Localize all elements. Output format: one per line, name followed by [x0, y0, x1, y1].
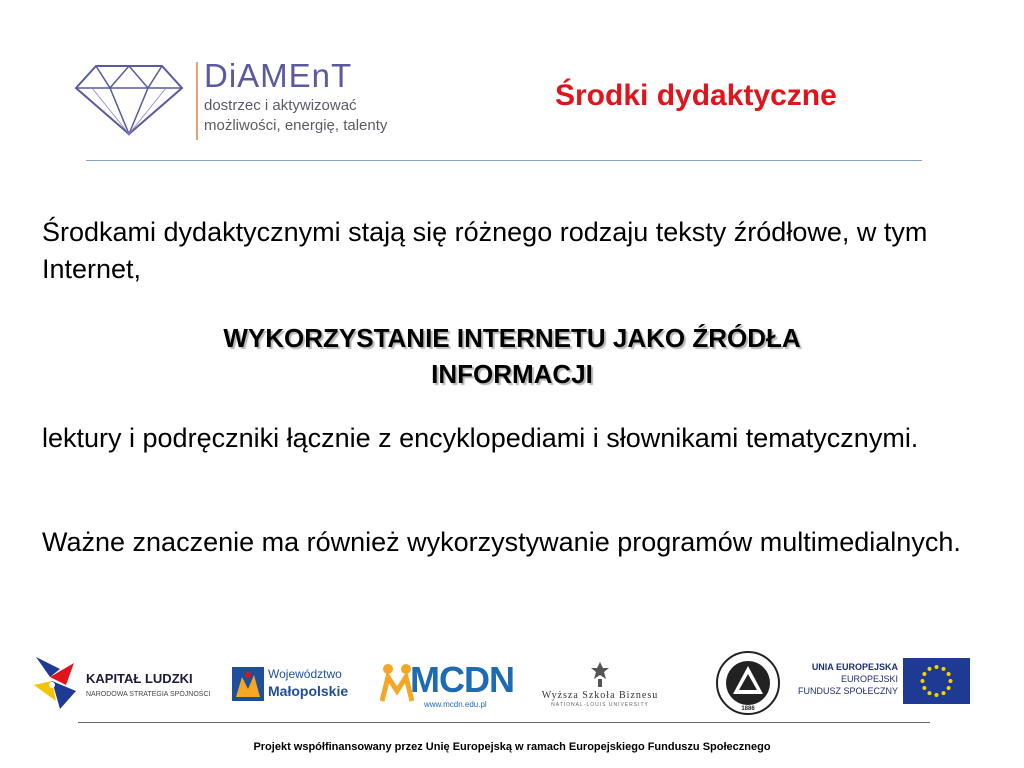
ue-line-1: UNIA EUROPEJSKA: [811, 662, 898, 672]
slide-title: Środki dydaktyczne: [555, 79, 837, 112]
slide-header: [0, 0, 1024, 170]
ue-line-3: FUNDUSZ SPOŁECZNY: [798, 686, 899, 696]
wsb-name: Wyższa Szkoła Biznesu: [541, 690, 659, 701]
eu-flag-icon: [903, 658, 970, 704]
wsb-crest-icon: [587, 660, 613, 688]
logo-tagline-2: możliwości, energię, talenty: [204, 117, 388, 134]
diamond-logo-icon: [74, 60, 184, 136]
header-divider: [86, 160, 922, 161]
heading-line-2: INFORMACJI: [431, 359, 593, 389]
logo-divider: [196, 62, 198, 140]
logo-tagline-1: dostrzec i aktywizować: [204, 97, 357, 114]
mcdn-figure-icon: [380, 663, 414, 703]
wojewodztwo-malopolskie-logo: [230, 663, 360, 711]
kapital-ludzki-title: KAPITAŁ LUDZKI: [86, 671, 193, 686]
kapital-ludzki-logo: [30, 655, 220, 715]
internet-heading: [42, 320, 982, 392]
malopolska-emblem-icon: [232, 667, 264, 701]
mcdn-logo: [380, 655, 514, 715]
mcdn-url: www.mcdn.edu.pl: [424, 700, 487, 709]
kapital-ludzki-subtitle: NARODOWA STRATEGIA SPÓJNOŚCI: [86, 691, 211, 698]
unia-europejska-logo: [798, 655, 973, 715]
heading-line-1: WYKORZYSTANIE INTERNETU JAKO ŹRÓDŁA: [223, 323, 801, 353]
ue-line-2: EUROPEJSKI: [840, 674, 898, 684]
nlu-seal-icon: [715, 650, 781, 716]
malopolskie-label: Małopolskie: [268, 683, 349, 699]
footer-divider: [78, 722, 930, 723]
paragraph-multimedia: Ważne znaczenie ma również wykorzystywanie programów multimedialnych.: [42, 527, 961, 557]
ue-label-block: [798, 661, 898, 697]
wsb-subtitle: NATIONAL-LOUIS UNIVERSITY: [551, 702, 649, 708]
sponsor-logos: [30, 645, 1000, 720]
wojewodztwo-label: Województwo: [268, 667, 342, 681]
nlu-year: 1886: [741, 706, 755, 712]
paragraph-sources: Środkami dydaktycznymi stają się różnego rodzaju teksty źródłowe, w tym Internet,: [42, 217, 928, 284]
national-louis-university-seal: [715, 650, 781, 716]
logo-brand-name: DiAMEnT: [204, 57, 353, 94]
wsb-logo: [535, 660, 685, 715]
mcdn-text: MCDN: [410, 659, 514, 700]
footer-funding-note: Projekt współfinansowany przez Unię Europejską w ramach Europejskiego Funduszu Społecznego: [253, 741, 771, 753]
paragraph-books: lektury i podręczniki łącznie z encyklopediami i słownikami tematycznymi.: [42, 423, 919, 453]
kapital-ludzki-icon: [30, 655, 84, 715]
